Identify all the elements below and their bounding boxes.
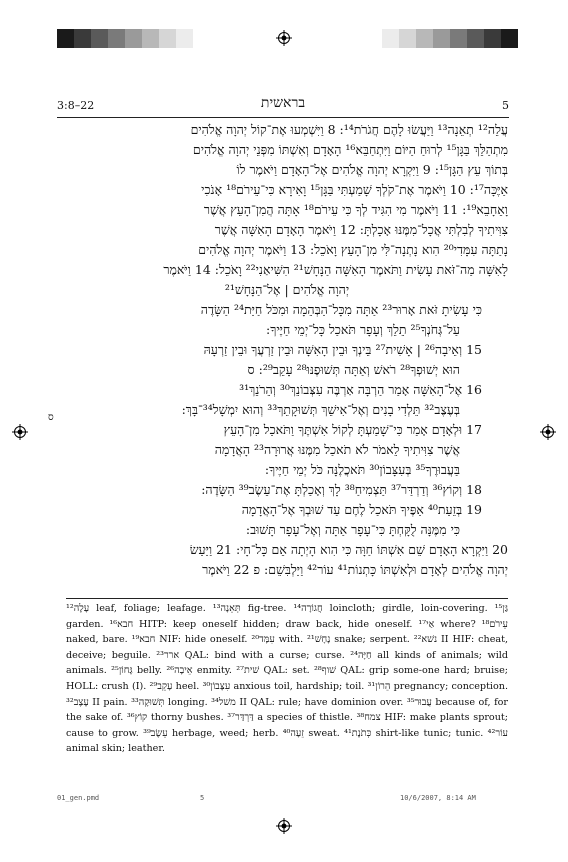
hebrew-line: וָאֵחָבֵא¹⁹: 11 וַיֹּאמֶר מִי הִגִּיד לְךָ כִּי עֵירֹם¹⁸ אָתָּה הֲמִן־הָעֵץ אֲשֶׁר	[203, 202, 508, 217]
slug-timestamp: 10/6/2007, 8:14 AM	[400, 794, 476, 802]
poetry-line: 17 וּלְאָדָם אָמַר כִּי־שָׁמַעְתָּ לְקוֹל אִשְׁתֶּךָ וַתֹּאכַל מִן־הָעֵץ	[223, 422, 482, 437]
hebrew-line: לָאִשָּׁה מַה־זֹּאת עָשִׂית וַתֹּאמֶר הָאִשָּׁה הַנָּחָשׁ²¹ הִשִּׁיאַנִי²² וָאֹכֵל: 14 וַיֹּאמֶר	[163, 262, 508, 277]
hebrew-line: יְהוָה אֱלֹהִים לְאָדָם וּלְאִשְׁתּוֹ כָּתְנוֹת⁴¹ עוֹר⁴² וַיַּלְבִּשֵׁם: פ 22 וַיֹּאמֶר	[202, 562, 508, 577]
page-number: 5	[502, 99, 509, 112]
book-title: בראשית	[260, 95, 306, 111]
calibration-swatch	[159, 29, 176, 48]
setuma-mark: ס	[48, 412, 54, 423]
registration-mark-bottom-icon	[276, 818, 292, 834]
calibration-swatch	[57, 29, 74, 48]
calibration-swatch	[74, 29, 91, 48]
hebrew-line: יְהוָה אֱלֹהִים | אֶל־הַנָּחָשׁ²¹	[224, 282, 350, 297]
chapter-reference: 3:8–22	[57, 99, 95, 112]
poetry-line: הוּא יְשׁוּפְךָ²⁸ רֹאשׁ וְאַתָּה תְּשׁוּפֶנּוּ²⁸ עָקֵב²⁹: ס	[247, 362, 460, 377]
slug-page: 5	[200, 794, 205, 802]
footnotes	[66, 601, 508, 757]
footnote-text: ¹²עָלֶה leaf, foliage; leafage. ¹³תְּאֵנָה fig-tree. ¹⁴חֲגוֹרָה loincloth; girdle, loin-covering. ¹⁵גַּן garden. ¹⁶חבא HITP: keep oneself hidden; draw back, hide oneself. ¹⁷אַי where? ¹⁸עֵירֹם naked, bare. ¹⁹חבא NIF: hide oneself. ²⁰עִמָּד with. ²¹נָחָשׁ snake; serpent. ²²נשׁא II HIF: cheat, deceive; beguile. ²³ארר QAL: bind with a curse; curse. ²⁴חַיָּה all kinds of animals; wild animals. ²⁵גָּחוֹן belly. ²⁶אֵיבָה enmity. ²⁷שׁית QAL: set. ²⁸שׁוף QAL: grip some-one hard; bruise; HOLL: crush (I). ²⁹עָקֵב heel. ³⁰עִצָּבוֹן anxious toil, hardship; toil. ³¹הֵרוֹן pregnancy; conception. ³²עֶצֶב II pain. ³³תְּשׁוּקָה longing. ³⁴משׁל II QAL: rule; have dominion over. ³⁵עֲבוּר because of, for the sake of. ³⁶קוֹץ thorny bushes. ³⁷דַּרְדַּר a species of thistle. ³⁸צמח HIF: make plants sprout; cause to grow. ³⁹עֵשֶׂב herbage, weed; herb. ⁴⁰זֵעָה sweat. ⁴¹כְּתֹנֶת shirt-like tunic; tunic. ⁴²עוֹר animal skin; leather.	[66, 603, 509, 755]
slug-file: 01_gen.pmd	[57, 794, 100, 802]
poetry-line: כִּי עָשִׂיתָ זֹּאת אָרוּר²³ אַתָּה מִכָּל־הַבְּהֵמָה וּמִכֹּל חַיַּת²⁴ הַשָּׂדֶה	[200, 302, 482, 317]
hebrew-line: 20 וַיִּקְרָא הָאָדָם שֵׁם אִשְׁתּוֹ חַוָּה כִּי הִוא הָיְתָה אֵם כָּל־חָי: 21 וַיַּעַשׂ	[189, 542, 508, 557]
poetry-line: בְּעֶצֶב³² תֵּלְדִי בָנִים וְאֶל־אִישֵׁךְ תְּשׁוּקָתֵךְ³³ וְהוּא יִמְשָׁל³⁴־בָּךְ:	[181, 402, 460, 417]
hebrew-line: נָתַתָּה עִמָּדִי²⁰ הִוא נָתְנָה־לִּי מִן־הָעֵץ וָאֹכֵל: 13 וַיֹּאמֶר יְהוָה אֱלֹהִים	[198, 242, 508, 257]
calibration-bar-right	[365, 29, 518, 48]
footnote-rule	[66, 598, 508, 599]
header-rule	[57, 117, 509, 118]
poetry-line: בַּעֲבוּרֶךָ³⁵ בְּעִצָּבוֹן³⁰ תֹּאכֲלֶנָּה כֹּל יְמֵי חַיֶּיךָ:	[264, 462, 460, 477]
poetry-line: 15 וְאֵיבָה²⁶ | אָשִׁית²⁷ בֵּינְךָ וּבֵין הָאִשָּׁה וּבֵין זַרְעֲךָ וּבֵין זַרְעָהּ	[203, 342, 482, 357]
registration-mark-top-icon	[276, 30, 292, 46]
calibration-bar-left	[57, 29, 210, 48]
calibration-swatch	[365, 29, 382, 48]
calibration-swatch	[416, 29, 433, 48]
poetry-line: 16 אֶל־הָאִשָּׁה אָמַר הַרְבָּה אַרְבֶּה עִצְּבוֹנֵךְ³⁰ וְהֵרֹנֵךְ³¹	[239, 382, 482, 397]
calibration-swatch	[433, 29, 450, 48]
calibration-swatch	[382, 29, 399, 48]
calibration-swatch	[125, 29, 142, 48]
calibration-swatch	[193, 29, 210, 48]
poetry-line: 18 וְקוֹץ³⁶ וְדַרְדַּר³⁷ תַּצְמִיחַ³⁸ לָךְ וְאָכַלְתָּ אֶת־עֵשֶׂב³⁹ הַשָּׂדֶה:	[201, 482, 482, 497]
hebrew-line: עֲלֵה¹² תְאֵנָה¹³ וַיַּעֲשׂוּ לָהֶם חֲגֹרֹת¹⁴: 8 וַיִּשְׁמְעוּ אֶת־קוֹל יְהוָה אֱלֹהִים	[190, 122, 508, 137]
hebrew-line: אַיֶּכָּה¹⁷: 10 וַיֹּאמֶר אֶת־קֹלְךָ שָׁמַעְתִּי בַּגָּן¹⁵ וָאִירָא כִּי־עֵירֹם¹⁸ אָנֹכִי	[201, 182, 508, 197]
calibration-swatch	[91, 29, 108, 48]
hebrew-line: מִתְהַלֵּךְ בַּגָּן¹⁵ לְרוּחַ הַיּוֹם וַיִּתְחַבֵּא¹⁶ הָאָדָם וְאִשְׁתּוֹ מִפְּנֵי יְהוָה אֱלֹהִים	[192, 142, 508, 157]
calibration-swatch	[484, 29, 501, 48]
poetry-line: עַל־גְּחֹנְךָ²⁵ תֵלֵךְ וְעָפָר תֹּאכַל כָּל־יְמֵי חַיֶּיךָ:	[266, 322, 460, 337]
registration-mark-left-icon	[12, 424, 28, 440]
calibration-swatch	[501, 29, 518, 48]
running-header	[57, 95, 509, 117]
calibration-swatch	[142, 29, 159, 48]
poetry-line: 19 בְּזֵעַת⁴⁰ אַפֶּיךָ תֹּאכַל לֶחֶם עַד שׁוּבְךָ אֶל־הָאֲדָמָה	[241, 502, 482, 517]
calibration-swatch	[450, 29, 467, 48]
calibration-swatch	[108, 29, 125, 48]
registration-mark-right-icon	[540, 424, 556, 440]
calibration-swatch	[176, 29, 193, 48]
hebrew-text-block	[66, 120, 508, 580]
poetry-line: כִּי מִמֶּנָּה לֻקָּחְתָּ כִּי־עָפָר אַתָּה וְאֶל־עָפָר תָּשׁוּב:	[245, 522, 460, 537]
hebrew-line: צִוִּיתִיךָ לְבִלְתִּי אֲכָל־מִמֶּנּוּ אָכָלְתָּ: 12 וַיֹּאמֶר הָאָדָם הָאִשָּׁה אֲשֶׁר	[214, 222, 508, 237]
hebrew-line: בְּתוֹךְ עֵץ הַגָּן¹⁵: 9 וַיִּקְרָא יְהוָה אֱלֹהִים אֶל־הָאָדָם וַיֹּאמֶר לוֹ	[236, 162, 508, 177]
calibration-swatch	[467, 29, 484, 48]
calibration-swatch	[399, 29, 416, 48]
poetry-line: אֲשֶׁר צִוִּיתִיךָ לֵאמֹר לֹא תֹאכַל מִמֶּנּוּ אֲרוּרָה²³ הָאֲדָמָה	[214, 442, 460, 457]
